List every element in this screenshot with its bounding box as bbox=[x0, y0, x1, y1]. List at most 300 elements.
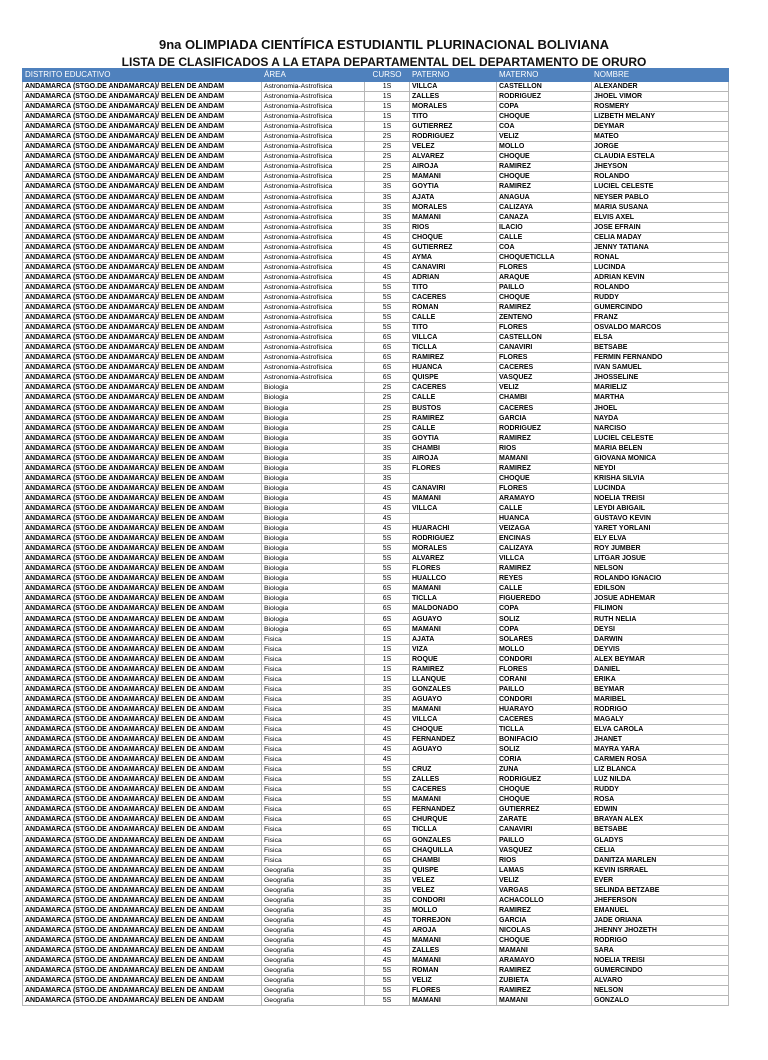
cell-name: RODRIGO bbox=[592, 704, 729, 714]
cell-area: Fisica bbox=[262, 845, 365, 855]
cell-district: ANDAMARCA (STGO.DE ANDAMARCA)/ BELEN DE ANDAM bbox=[23, 403, 262, 413]
cell-district: ANDAMARCA (STGO.DE ANDAMARCA)/ BELEN DE ANDAM bbox=[23, 855, 262, 865]
cell-district: ANDAMARCA (STGO.DE ANDAMARCA)/ BELEN DE ANDAM bbox=[23, 152, 262, 162]
column-header-name: NOMBRE bbox=[592, 69, 729, 82]
cell-name: ROLANDO bbox=[592, 172, 729, 182]
cell-area: Astronomia-Astrofísica bbox=[262, 112, 365, 122]
cell-district: ANDAMARCA (STGO.DE ANDAMARCA)/ BELEN DE ANDAM bbox=[23, 433, 262, 443]
cell-maternal: MAMANI bbox=[497, 453, 592, 463]
cell-district: ANDAMARCA (STGO.DE ANDAMARCA)/ BELEN DE ANDAM bbox=[23, 564, 262, 574]
cell-maternal: RAMIREZ bbox=[497, 182, 592, 192]
cell-maternal: BONIFACIO bbox=[497, 735, 592, 745]
table-row bbox=[23, 222, 729, 232]
cell-course: 5S bbox=[365, 564, 410, 574]
cell-course: 4S bbox=[365, 242, 410, 252]
cell-maternal: SOLIZ bbox=[497, 614, 592, 624]
cell-name: NELSON bbox=[592, 986, 729, 996]
cell-district: ANDAMARCA (STGO.DE ANDAMARCA)/ BELEN DE ANDAM bbox=[23, 534, 262, 544]
table-row bbox=[23, 242, 729, 252]
cell-paternal: TITO bbox=[410, 282, 497, 292]
cell-course: 2S bbox=[365, 172, 410, 182]
cell-course: 2S bbox=[365, 142, 410, 152]
cell-area: Fisica bbox=[262, 694, 365, 704]
cell-area: Biologia bbox=[262, 614, 365, 624]
cell-district: ANDAMARCA (STGO.DE ANDAMARCA)/ BELEN DE ANDAM bbox=[23, 443, 262, 453]
table-row bbox=[23, 725, 729, 735]
cell-course: 3S bbox=[365, 212, 410, 222]
cell-area: Biologia bbox=[262, 463, 365, 473]
cell-maternal: HUANCA bbox=[497, 514, 592, 524]
cell-district: ANDAMARCA (STGO.DE ANDAMARCA)/ BELEN DE ANDAM bbox=[23, 815, 262, 825]
cell-paternal: VILLCA bbox=[410, 714, 497, 724]
table-row bbox=[23, 172, 729, 182]
cell-district: ANDAMARCA (STGO.DE ANDAMARCA)/ BELEN DE ANDAM bbox=[23, 242, 262, 252]
cell-maternal: HUARAYO bbox=[497, 704, 592, 714]
cell-maternal: RODRIGUEZ bbox=[497, 775, 592, 785]
cell-name: RUDDY bbox=[592, 785, 729, 795]
cell-maternal: FLORES bbox=[497, 353, 592, 363]
cell-name: JHEFERSON bbox=[592, 895, 729, 905]
table-row bbox=[23, 142, 729, 152]
cell-name: ERIKA bbox=[592, 674, 729, 684]
cell-maternal: COA bbox=[497, 122, 592, 132]
cell-name: NOELIA TREISI bbox=[592, 493, 729, 503]
cell-maternal: FLORES bbox=[497, 262, 592, 272]
cell-name: NAYDA bbox=[592, 413, 729, 423]
cell-course: 4S bbox=[365, 272, 410, 282]
cell-course: 3S bbox=[365, 865, 410, 875]
cell-name: DEYSI bbox=[592, 624, 729, 634]
table-row bbox=[23, 373, 729, 383]
cell-course: 2S bbox=[365, 423, 410, 433]
cell-area: Astronomia-Astrofísica bbox=[262, 152, 365, 162]
cell-paternal: VILLCA bbox=[410, 82, 497, 92]
cell-course: 5S bbox=[365, 313, 410, 323]
cell-maternal: CHOQUE bbox=[497, 473, 592, 483]
cell-maternal: CORIA bbox=[497, 755, 592, 765]
cell-course: 1S bbox=[365, 122, 410, 132]
table-row bbox=[23, 252, 729, 262]
document-subtitle: LISTA DE CLASIFICADOS A LA ETAPA DEPARTAMENTAL DEL DEPARTAMENTO DE ORURO bbox=[121, 55, 647, 69]
cell-maternal: CHOQUETICLLA bbox=[497, 252, 592, 262]
cell-area: Biologia bbox=[262, 423, 365, 433]
cell-course: 4S bbox=[365, 493, 410, 503]
cell-maternal: GUTIERREZ bbox=[497, 805, 592, 815]
cell-maternal: CALLE bbox=[497, 232, 592, 242]
cell-district: ANDAMARCA (STGO.DE ANDAMARCA)/ BELEN DE ANDAM bbox=[23, 212, 262, 222]
cell-maternal: RAMIREZ bbox=[497, 463, 592, 473]
cell-name: MARTHA bbox=[592, 393, 729, 403]
classified-students-table bbox=[22, 68, 729, 1006]
cell-course: 1S bbox=[365, 92, 410, 102]
cell-area: Biologia bbox=[262, 383, 365, 393]
table-row bbox=[23, 664, 729, 674]
cell-district: ANDAMARCA (STGO.DE ANDAMARCA)/ BELEN DE ANDAM bbox=[23, 714, 262, 724]
cell-area: Geografia bbox=[262, 875, 365, 885]
cell-name: GLADYS bbox=[592, 835, 729, 845]
cell-district: ANDAMARCA (STGO.DE ANDAMARCA)/ BELEN DE ANDAM bbox=[23, 976, 262, 986]
cell-course: 4S bbox=[365, 755, 410, 765]
cell-area: Astronomia-Astrofísica bbox=[262, 92, 365, 102]
cell-district: ANDAMARCA (STGO.DE ANDAMARCA)/ BELEN DE ANDAM bbox=[23, 634, 262, 644]
cell-maternal: ZARATE bbox=[497, 815, 592, 825]
cell-name: JENNY TATIANA bbox=[592, 242, 729, 252]
cell-maternal: ZENTENO bbox=[497, 313, 592, 323]
cell-paternal: RAMIREZ bbox=[410, 413, 497, 423]
cell-paternal: LLANQUE bbox=[410, 674, 497, 684]
cell-paternal: TITO bbox=[410, 112, 497, 122]
cell-paternal: GONZALES bbox=[410, 835, 497, 845]
cell-area: Fisica bbox=[262, 765, 365, 775]
cell-maternal: RODRIGUEZ bbox=[497, 92, 592, 102]
cell-name: CARMEN ROSA bbox=[592, 755, 729, 765]
table-row bbox=[23, 182, 729, 192]
cell-course: 3S bbox=[365, 202, 410, 212]
cell-name: IVAN SAMUEL bbox=[592, 363, 729, 373]
cell-paternal: RODRIGUEZ bbox=[410, 132, 497, 142]
table-row bbox=[23, 493, 729, 503]
cell-district: ANDAMARCA (STGO.DE ANDAMARCA)/ BELEN DE ANDAM bbox=[23, 885, 262, 895]
cell-area: Biologia bbox=[262, 503, 365, 513]
cell-paternal: AGUAYO bbox=[410, 694, 497, 704]
table-row bbox=[23, 604, 729, 614]
cell-paternal: MAMANI bbox=[410, 704, 497, 714]
cell-maternal: ARAMAYO bbox=[497, 956, 592, 966]
cell-area: Astronomia-Astrofísica bbox=[262, 353, 365, 363]
cell-area: Biologia bbox=[262, 584, 365, 594]
cell-name: ROLANDO bbox=[592, 282, 729, 292]
cell-district: ANDAMARCA (STGO.DE ANDAMARCA)/ BELEN DE ANDAM bbox=[23, 785, 262, 795]
cell-area: Astronomia-Astrofísica bbox=[262, 202, 365, 212]
cell-maternal: LAMAS bbox=[497, 865, 592, 875]
cell-maternal: MOLLO bbox=[497, 142, 592, 152]
table-row bbox=[23, 423, 729, 433]
cell-paternal: CHOQUE bbox=[410, 232, 497, 242]
cell-maternal: CHOQUE bbox=[497, 935, 592, 945]
cell-name: MARIBEL bbox=[592, 694, 729, 704]
cell-name: NEYSER PABLO bbox=[592, 192, 729, 202]
cell-name: JADE ORIANA bbox=[592, 915, 729, 925]
cell-paternal: TICLLA bbox=[410, 594, 497, 604]
table-row bbox=[23, 202, 729, 212]
cell-area: Biologia bbox=[262, 393, 365, 403]
cell-course: 4S bbox=[365, 935, 410, 945]
cell-maternal: RAMIREZ bbox=[497, 905, 592, 915]
cell-course: 6S bbox=[365, 363, 410, 373]
cell-course: 1S bbox=[365, 112, 410, 122]
cell-name: MARIELIZ bbox=[592, 383, 729, 393]
document-title: 9na OLIMPIADA CIENTÍFICA ESTUDIANTIL PLURINACIONAL BOLIVIANA bbox=[159, 37, 609, 52]
table-row bbox=[23, 795, 729, 805]
table-row bbox=[23, 694, 729, 704]
cell-course: 5S bbox=[365, 554, 410, 564]
cell-paternal: CALLE bbox=[410, 393, 497, 403]
cell-area: Fisica bbox=[262, 825, 365, 835]
cell-name: LUCINDA bbox=[592, 483, 729, 493]
cell-area: Biologia bbox=[262, 564, 365, 574]
cell-maternal: PAILLO bbox=[497, 835, 592, 845]
cell-paternal: MAMANI bbox=[410, 795, 497, 805]
cell-name: JHOSSELINE bbox=[592, 373, 729, 383]
cell-course: 4S bbox=[365, 725, 410, 735]
cell-maternal: CACERES bbox=[497, 714, 592, 724]
cell-area: Fisica bbox=[262, 805, 365, 815]
cell-district: ANDAMARCA (STGO.DE ANDAMARCA)/ BELEN DE ANDAM bbox=[23, 514, 262, 524]
cell-area: Biologia bbox=[262, 524, 365, 534]
cell-maternal: ENCINAS bbox=[497, 534, 592, 544]
cell-name: LUCIEL CELESTE bbox=[592, 182, 729, 192]
cell-district: ANDAMARCA (STGO.DE ANDAMARCA)/ BELEN DE ANDAM bbox=[23, 554, 262, 564]
table-row bbox=[23, 503, 729, 513]
cell-maternal: FIGUEREDO bbox=[497, 594, 592, 604]
cell-district: ANDAMARCA (STGO.DE ANDAMARCA)/ BELEN DE ANDAM bbox=[23, 544, 262, 554]
table-row bbox=[23, 152, 729, 162]
cell-course: 2S bbox=[365, 162, 410, 172]
cell-paternal: MALDONADO bbox=[410, 604, 497, 614]
cell-maternal: TICLLA bbox=[497, 725, 592, 735]
cell-area: Geografia bbox=[262, 976, 365, 986]
cell-course: 4S bbox=[365, 745, 410, 755]
table-row bbox=[23, 815, 729, 825]
cell-course: 5S bbox=[365, 986, 410, 996]
cell-paternal: CHOQUE bbox=[410, 725, 497, 735]
cell-paternal: CONDORI bbox=[410, 895, 497, 905]
cell-paternal: AIROJA bbox=[410, 453, 497, 463]
cell-paternal: RIOS bbox=[410, 222, 497, 232]
table-row bbox=[23, 895, 729, 905]
cell-area: Biologia bbox=[262, 403, 365, 413]
document-header bbox=[0, 36, 768, 71]
cell-district: ANDAMARCA (STGO.DE ANDAMARCA)/ BELEN DE ANDAM bbox=[23, 684, 262, 694]
cell-course: 4S bbox=[365, 946, 410, 956]
table-row bbox=[23, 403, 729, 413]
cell-maternal: NICOLAS bbox=[497, 925, 592, 935]
cell-name: RUDDY bbox=[592, 292, 729, 302]
table-row bbox=[23, 192, 729, 202]
cell-maternal: ARAQUE bbox=[497, 272, 592, 282]
cell-course: 6S bbox=[365, 584, 410, 594]
cell-maternal: CALIZAYA bbox=[497, 544, 592, 554]
cell-paternal: GUTIERREZ bbox=[410, 242, 497, 252]
cell-area: Fisica bbox=[262, 644, 365, 654]
cell-district: ANDAMARCA (STGO.DE ANDAMARCA)/ BELEN DE ANDAM bbox=[23, 112, 262, 122]
cell-course: 5S bbox=[365, 574, 410, 584]
table-row bbox=[23, 865, 729, 875]
table-row bbox=[23, 564, 729, 574]
cell-course: 5S bbox=[365, 323, 410, 333]
table-row bbox=[23, 614, 729, 624]
cell-area: Astronomia-Astrofísica bbox=[262, 182, 365, 192]
cell-district: ANDAMARCA (STGO.DE ANDAMARCA)/ BELEN DE ANDAM bbox=[23, 393, 262, 403]
table-row bbox=[23, 323, 729, 333]
table-row bbox=[23, 514, 729, 524]
cell-course: 5S bbox=[365, 303, 410, 313]
cell-paternal: MORALES bbox=[410, 544, 497, 554]
cell-district: ANDAMARCA (STGO.DE ANDAMARCA)/ BELEN DE ANDAM bbox=[23, 704, 262, 714]
cell-course: 3S bbox=[365, 895, 410, 905]
table-row bbox=[23, 755, 729, 765]
table-row bbox=[23, 282, 729, 292]
cell-paternal: CHAQUILLA bbox=[410, 845, 497, 855]
table-row bbox=[23, 353, 729, 363]
column-header-area: ÁREA bbox=[262, 69, 365, 82]
cell-maternal: ANAGUA bbox=[497, 192, 592, 202]
cell-course: 5S bbox=[365, 292, 410, 302]
cell-course: 4S bbox=[365, 262, 410, 272]
table-row bbox=[23, 905, 729, 915]
cell-district: ANDAMARCA (STGO.DE ANDAMARCA)/ BELEN DE ANDAM bbox=[23, 82, 262, 92]
cell-course: 3S bbox=[365, 875, 410, 885]
cell-maternal: CHOQUE bbox=[497, 795, 592, 805]
cell-maternal: CHOQUE bbox=[497, 112, 592, 122]
cell-course: 1S bbox=[365, 82, 410, 92]
cell-name: GIOVANA MONICA bbox=[592, 453, 729, 463]
cell-paternal: GUTIERREZ bbox=[410, 122, 497, 132]
cell-district: ANDAMARCA (STGO.DE ANDAMARCA)/ BELEN DE ANDAM bbox=[23, 654, 262, 664]
cell-district: ANDAMARCA (STGO.DE ANDAMARCA)/ BELEN DE ANDAM bbox=[23, 755, 262, 765]
cell-name: ALEX BEYMAR bbox=[592, 654, 729, 664]
cell-course: 6S bbox=[365, 855, 410, 865]
cell-area: Fisica bbox=[262, 634, 365, 644]
cell-area: Geografia bbox=[262, 986, 365, 996]
cell-name: YARET YORLANI bbox=[592, 524, 729, 534]
table-row bbox=[23, 92, 729, 102]
cell-paternal: FLORES bbox=[410, 463, 497, 473]
cell-paternal: FLORES bbox=[410, 564, 497, 574]
cell-district: ANDAMARCA (STGO.DE ANDAMARCA)/ BELEN DE ANDAM bbox=[23, 92, 262, 102]
cell-name: ROLANDO IGNACIO bbox=[592, 574, 729, 584]
cell-area: Astronomia-Astrofísica bbox=[262, 313, 365, 323]
cell-paternal bbox=[410, 514, 497, 524]
cell-name: SELINDA BETZABE bbox=[592, 885, 729, 895]
cell-area: Biologia bbox=[262, 453, 365, 463]
cell-area: Astronomia-Astrofísica bbox=[262, 262, 365, 272]
cell-paternal: VELIZ bbox=[410, 976, 497, 986]
table-row bbox=[23, 292, 729, 302]
cell-paternal bbox=[410, 755, 497, 765]
cell-paternal: ALVAREZ bbox=[410, 152, 497, 162]
cell-name: LUCINDA bbox=[592, 262, 729, 272]
cell-paternal: RODRIGUEZ bbox=[410, 534, 497, 544]
cell-course: 5S bbox=[365, 544, 410, 554]
cell-area: Fisica bbox=[262, 704, 365, 714]
cell-area: Fisica bbox=[262, 714, 365, 724]
table-row bbox=[23, 855, 729, 865]
table-row bbox=[23, 463, 729, 473]
table-row bbox=[23, 212, 729, 222]
cell-paternal: ADRIAN bbox=[410, 272, 497, 282]
cell-area: Biologia bbox=[262, 413, 365, 423]
cell-maternal: RODRIGUEZ bbox=[497, 423, 592, 433]
cell-course: 4S bbox=[365, 735, 410, 745]
cell-district: ANDAMARCA (STGO.DE ANDAMARCA)/ BELEN DE ANDAM bbox=[23, 132, 262, 142]
cell-paternal: CALLE bbox=[410, 423, 497, 433]
cell-paternal: FERNANDEZ bbox=[410, 735, 497, 745]
cell-paternal: CALLE bbox=[410, 313, 497, 323]
cell-name: MAYRA YARA bbox=[592, 745, 729, 755]
table-row bbox=[23, 745, 729, 755]
cell-course: 6S bbox=[365, 343, 410, 353]
cell-district: ANDAMARCA (STGO.DE ANDAMARCA)/ BELEN DE ANDAM bbox=[23, 483, 262, 493]
cell-maternal: VELIZ bbox=[497, 875, 592, 885]
cell-maternal: RAMIREZ bbox=[497, 564, 592, 574]
cell-area: Fisica bbox=[262, 684, 365, 694]
table-row bbox=[23, 925, 729, 935]
cell-area: Biologia bbox=[262, 473, 365, 483]
cell-area: Astronomia-Astrofísica bbox=[262, 363, 365, 373]
cell-name: NOELIA TREISI bbox=[592, 956, 729, 966]
cell-maternal: RAMIREZ bbox=[497, 966, 592, 976]
cell-name: ROY JUMBER bbox=[592, 544, 729, 554]
table-row bbox=[23, 383, 729, 393]
cell-maternal: COPA bbox=[497, 102, 592, 112]
cell-maternal: GARCIA bbox=[497, 915, 592, 925]
cell-course: 4S bbox=[365, 524, 410, 534]
cell-course: 1S bbox=[365, 674, 410, 684]
cell-name: ALVARO bbox=[592, 976, 729, 986]
table-row bbox=[23, 915, 729, 925]
table-row bbox=[23, 333, 729, 343]
cell-district: ANDAMARCA (STGO.DE ANDAMARCA)/ BELEN DE ANDAM bbox=[23, 453, 262, 463]
cell-name: ROSMERY bbox=[592, 102, 729, 112]
cell-paternal: GOYTIA bbox=[410, 182, 497, 192]
cell-maternal: CHOQUE bbox=[497, 152, 592, 162]
cell-name: JHOEL bbox=[592, 403, 729, 413]
cell-course: 1S bbox=[365, 664, 410, 674]
cell-area: Astronomia-Astrofísica bbox=[262, 343, 365, 353]
cell-name: LUZ NILDA bbox=[592, 775, 729, 785]
cell-maternal: ARAMAYO bbox=[497, 493, 592, 503]
cell-paternal: TITO bbox=[410, 323, 497, 333]
cell-paternal: VELEZ bbox=[410, 885, 497, 895]
cell-area: Geografia bbox=[262, 966, 365, 976]
cell-course: 1S bbox=[365, 102, 410, 112]
cell-district: ANDAMARCA (STGO.DE ANDAMARCA)/ BELEN DE ANDAM bbox=[23, 162, 262, 172]
table-row bbox=[23, 704, 729, 714]
cell-district: ANDAMARCA (STGO.DE ANDAMARCA)/ BELEN DE ANDAM bbox=[23, 915, 262, 925]
cell-course: 2S bbox=[365, 413, 410, 423]
cell-name: JHOEL VIMOR bbox=[592, 92, 729, 102]
cell-area: Astronomia-Astrofísica bbox=[262, 162, 365, 172]
cell-name: LITGAR JOSUE bbox=[592, 554, 729, 564]
cell-district: ANDAMARCA (STGO.DE ANDAMARCA)/ BELEN DE ANDAM bbox=[23, 493, 262, 503]
cell-maternal: VARGAS bbox=[497, 885, 592, 895]
cell-district: ANDAMARCA (STGO.DE ANDAMARCA)/ BELEN DE ANDAM bbox=[23, 373, 262, 383]
cell-course: 3S bbox=[365, 443, 410, 453]
table-row bbox=[23, 935, 729, 945]
cell-name: KEVIN ISRRAEL bbox=[592, 865, 729, 875]
cell-paternal: CACERES bbox=[410, 292, 497, 302]
cell-name: ELVIS AXEL bbox=[592, 212, 729, 222]
cell-course: 6S bbox=[365, 805, 410, 815]
cell-name: DEYVIS bbox=[592, 644, 729, 654]
cell-paternal: ZALLES bbox=[410, 92, 497, 102]
cell-area: Astronomia-Astrofísica bbox=[262, 102, 365, 112]
cell-district: ANDAMARCA (STGO.DE ANDAMARCA)/ BELEN DE ANDAM bbox=[23, 805, 262, 815]
table-row bbox=[23, 393, 729, 403]
cell-area: Biologia bbox=[262, 574, 365, 584]
cell-paternal: TICLLA bbox=[410, 343, 497, 353]
table-body bbox=[23, 82, 729, 1006]
cell-name: JOSE EFRAIN bbox=[592, 222, 729, 232]
cell-area: Fisica bbox=[262, 674, 365, 684]
cell-name: ALEXANDER bbox=[592, 82, 729, 92]
cell-course: 5S bbox=[365, 966, 410, 976]
cell-area: Fisica bbox=[262, 815, 365, 825]
cell-name: LUCIEL CELESTE bbox=[592, 433, 729, 443]
cell-area: Geografia bbox=[262, 865, 365, 875]
cell-course: 3S bbox=[365, 905, 410, 915]
